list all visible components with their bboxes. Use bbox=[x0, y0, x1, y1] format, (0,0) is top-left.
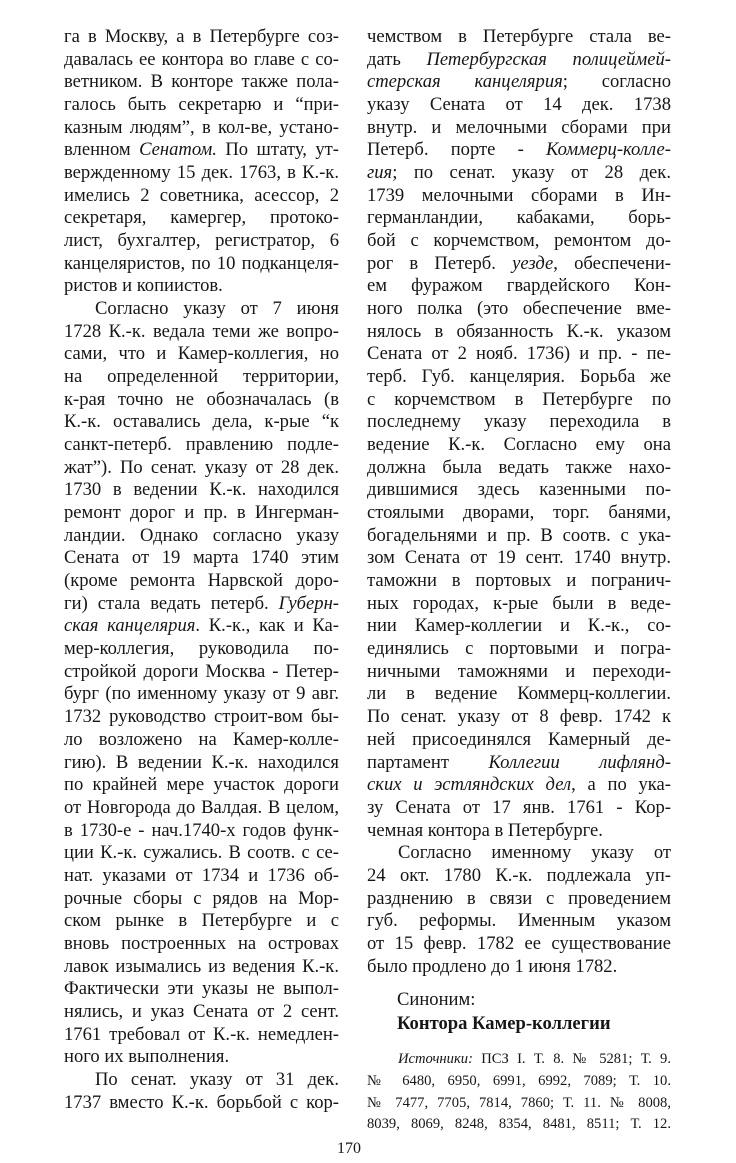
text-line bbox=[367, 820, 671, 843]
text-segment: ги) стала ведать петерб. bbox=[64, 592, 279, 614]
italic-term: Источники: bbox=[398, 1051, 473, 1067]
text-line bbox=[367, 411, 671, 434]
italic-term: Коммерц-колле- bbox=[546, 139, 671, 161]
text-line bbox=[64, 615, 339, 638]
text-line bbox=[367, 910, 671, 933]
text-line bbox=[64, 185, 339, 208]
text-segment: ПСЗ I. Т. 8. № 5281; Т. 9. bbox=[472, 1051, 671, 1067]
text-line bbox=[367, 94, 671, 117]
text-segment: богадельнями и пр. В соотв. с ука- bbox=[367, 524, 671, 546]
text-segment: по крайней мере участок дороги bbox=[64, 774, 339, 796]
text-line bbox=[64, 865, 339, 888]
text-line bbox=[64, 888, 339, 911]
text-line bbox=[367, 71, 671, 94]
text-segment: По сенат. указу от 8 февр. 1742 к bbox=[367, 706, 671, 728]
synonym-value: Контора Камер-коллегии bbox=[397, 1013, 611, 1034]
text-segment: Согласно указу от 7 июня bbox=[95, 298, 339, 320]
text-segment: 1761 требовал от К.-к. немедлен- bbox=[64, 1023, 339, 1045]
text-segment: ничными таможнями и переходи- bbox=[367, 660, 671, 682]
italic-term: стерская канцелярия bbox=[367, 71, 563, 93]
text-line bbox=[367, 933, 671, 956]
text-segment: ; согласно bbox=[562, 71, 671, 93]
text-segment: от 15 февр. 1782 ее существование bbox=[367, 932, 671, 954]
text-segment: ло возложено на Камер-колле- bbox=[64, 728, 339, 750]
text-line bbox=[367, 638, 671, 661]
text-segment: , обеспечени- bbox=[553, 252, 671, 274]
text-segment: га в Москву, а в Петербурге соз- bbox=[64, 26, 339, 47]
page-number: 170 bbox=[337, 1140, 361, 1157]
text-segment: № 6480, 6950, 6991, 6992, 7089; Т. 10. bbox=[367, 1072, 671, 1089]
text-segment: рог в Петерб. bbox=[367, 252, 513, 274]
text-segment: терб. Губ. канцелярия. Борьба же bbox=[367, 366, 671, 388]
synonym-block bbox=[397, 988, 611, 1036]
text-segment: нялись, и указ Сената от 2 сент. bbox=[64, 1000, 339, 1022]
text-segment: ристов и копиистов. bbox=[64, 275, 223, 297]
text-segment: . К.-к., как и Ка- bbox=[195, 615, 340, 637]
text-line bbox=[64, 570, 339, 593]
text-line bbox=[64, 1001, 339, 1024]
text-segment: ного их выполнения. bbox=[64, 1046, 230, 1068]
text-line bbox=[64, 797, 339, 820]
text-segment: бург (по именному указу от 9 авг. bbox=[64, 683, 339, 705]
text-segment: жат”). По сенат. указу от 28 дек. bbox=[64, 456, 339, 478]
text-segment: от Новгорода до Валдая. В целом, bbox=[64, 796, 339, 818]
text-segment: разднению в связи с проведением bbox=[367, 887, 671, 909]
text-line bbox=[367, 366, 671, 389]
text-line bbox=[64, 230, 339, 253]
text-line bbox=[64, 547, 339, 570]
text-line bbox=[367, 321, 671, 344]
text-line bbox=[64, 207, 339, 230]
text-segment: губ. реформы. Именным указом bbox=[367, 910, 671, 932]
text-segment: дать bbox=[367, 48, 427, 70]
text-segment: гию). В ведении К.-к. находился bbox=[64, 751, 339, 773]
text-line bbox=[367, 207, 671, 230]
text-line bbox=[367, 956, 671, 979]
text-segment: 1730 в ведении К.-к. находился bbox=[64, 479, 339, 501]
text-line bbox=[64, 956, 339, 979]
text-line bbox=[64, 683, 339, 706]
text-line bbox=[367, 49, 671, 72]
text-line bbox=[64, 94, 339, 117]
text-segment: сами, что и Камер-коллегия, но bbox=[64, 343, 339, 365]
text-segment: ли в ведение Коммерц-коллегии. bbox=[367, 683, 671, 705]
text-line bbox=[64, 1024, 339, 1047]
text-segment: (кроме ремонта Нарвской доро- bbox=[64, 570, 339, 592]
text-line bbox=[367, 593, 671, 616]
text-line bbox=[367, 117, 671, 140]
sources-block bbox=[367, 1049, 671, 1136]
text-segment: ском рынке в Петербурге и с bbox=[64, 910, 339, 932]
text-segment: с корчемством в Петербурге по bbox=[367, 388, 671, 410]
text-line bbox=[64, 593, 339, 616]
text-line bbox=[367, 343, 671, 366]
text-line bbox=[367, 774, 671, 797]
text-line bbox=[367, 525, 671, 548]
text-segment: германландии, кабаками, борь- bbox=[367, 207, 671, 229]
text-line bbox=[367, 457, 671, 480]
italic-term: Петербургская полицеймей- bbox=[426, 48, 671, 70]
text-line bbox=[64, 842, 339, 865]
text-segment: № 7477, 7705, 7814, 7860; Т. 11. № 8008, bbox=[367, 1094, 671, 1111]
italic-term: Коллегии лифлянд- bbox=[488, 751, 671, 773]
text-line bbox=[64, 1069, 339, 1092]
text-line bbox=[64, 26, 339, 49]
text-segment: в 1730-е - нач.1740-х годов функ- bbox=[64, 819, 339, 841]
text-segment: стоялыми дворами, торг. банями, bbox=[367, 502, 671, 524]
text-segment: стройкой дороги Москва - Петер- bbox=[64, 660, 339, 682]
text-segment: внутр. и мелочными сборами при bbox=[367, 116, 671, 138]
text-segment: лист, бухгалтер, регистратор, 6 bbox=[64, 230, 339, 252]
text-segment: галось быть секретарю и “при- bbox=[64, 94, 339, 116]
text-segment: 1728 К.-к. ведала теми же вопро- bbox=[64, 320, 339, 342]
text-segment: казным людям”, в кол-ве, устано- bbox=[64, 116, 339, 138]
text-segment: Петерб. порте - bbox=[367, 139, 547, 161]
text-segment: чемная контора в Петербурге. bbox=[367, 819, 603, 841]
text-line bbox=[367, 139, 671, 162]
text-line bbox=[64, 71, 339, 94]
italic-term: ских и эстляндских дел bbox=[367, 774, 572, 796]
text-segment: было продлено до 1 июня 1782. bbox=[367, 955, 618, 977]
text-line bbox=[64, 1092, 339, 1115]
text-segment: нялось в обязанность К.-к. указом bbox=[367, 320, 671, 342]
text-line bbox=[367, 502, 671, 525]
text-segment: вержденному 15 дек. 1763, в К.-к. bbox=[64, 162, 339, 184]
text-segment: канцеляристов, по 10 подканцеля- bbox=[64, 252, 339, 274]
text-line bbox=[367, 434, 671, 457]
text-segment: нат. указами от 1734 и 1736 об- bbox=[64, 864, 339, 886]
text-line bbox=[367, 615, 671, 638]
text-segment: мер-коллегия, руководила по- bbox=[64, 638, 339, 660]
text-line bbox=[367, 865, 671, 888]
text-segment: ного полка (это обеспечение вме- bbox=[367, 298, 671, 320]
text-line bbox=[367, 570, 671, 593]
text-line bbox=[64, 661, 339, 684]
text-line bbox=[64, 525, 339, 548]
text-line bbox=[367, 706, 671, 729]
text-segment: ней присоединялся Камерный де- bbox=[367, 728, 671, 750]
text-segment: ремонт дорог и пр. в Ингерман- bbox=[64, 502, 339, 524]
text-line bbox=[64, 321, 339, 344]
text-segment: рочные сборы с рядов на Мор- bbox=[64, 887, 339, 909]
italic-term: ская канцелярия bbox=[64, 615, 196, 637]
text-segment: 1732 руководство строит-вом бы- bbox=[64, 706, 339, 728]
text-line bbox=[64, 411, 339, 434]
text-line bbox=[64, 706, 339, 729]
text-line bbox=[64, 162, 339, 185]
text-segment: вленном bbox=[64, 139, 140, 161]
text-line bbox=[367, 479, 671, 502]
text-line bbox=[64, 978, 339, 1001]
text-segment: Согласно именному указу от bbox=[398, 842, 671, 864]
text-segment: зу Сената от 17 янв. 1761 - Кор- bbox=[367, 796, 671, 818]
text-line bbox=[367, 1093, 671, 1115]
text-line bbox=[64, 1046, 339, 1069]
text-line bbox=[367, 185, 671, 208]
text-segment: бой с корчемством, ремонтом до- bbox=[367, 230, 671, 252]
text-line bbox=[64, 457, 339, 480]
text-segment: ных городах, к-рые были в веде- bbox=[367, 592, 671, 614]
text-line bbox=[367, 275, 671, 298]
text-line bbox=[367, 253, 671, 276]
text-line bbox=[64, 117, 339, 140]
italic-term: Губерн- bbox=[278, 592, 339, 614]
text-segment: на определенной территории, bbox=[64, 366, 339, 388]
text-segment: ; по сенат. указу от 28 дек. bbox=[392, 162, 671, 184]
text-line bbox=[367, 797, 671, 820]
text-segment: последнему указу переходила в bbox=[367, 411, 671, 433]
text-line bbox=[367, 162, 671, 185]
text-segment: дившимися здесь казенными по- bbox=[367, 479, 671, 501]
text-segment: вновь построенных на островах bbox=[64, 932, 339, 954]
italic-term: гия bbox=[367, 162, 393, 184]
text-line bbox=[64, 343, 339, 366]
text-line bbox=[367, 26, 671, 49]
text-line bbox=[367, 661, 671, 684]
text-segment: 8039, 8069, 8248, 8354, 8481, 8511; Т. 12. bbox=[367, 1116, 671, 1133]
text-segment: санкт-петерб. правлению подле- bbox=[64, 434, 339, 456]
left-column bbox=[64, 26, 339, 1114]
text-line bbox=[367, 888, 671, 911]
text-segment: чемством в Петербурге стала ве- bbox=[367, 26, 671, 47]
text-segment: нии Камер-коллегии и К.-к., со- bbox=[367, 615, 671, 637]
text-segment: Фактически эти указы не выпол- bbox=[64, 978, 339, 1000]
text-line bbox=[367, 1114, 671, 1136]
text-segment: ландии. Однако согласно указу bbox=[64, 524, 339, 546]
text-segment: ветником. В конторе также пола- bbox=[64, 71, 339, 93]
text-segment: 1739 мелочными сборами в Ин- bbox=[367, 184, 671, 206]
text-segment: К.-к. оставались дела, к-рые “к bbox=[64, 411, 339, 433]
text-segment: ем фуражом гвардейского Кон- bbox=[367, 275, 671, 297]
text-line bbox=[367, 230, 671, 253]
text-line bbox=[64, 502, 339, 525]
text-line bbox=[367, 752, 671, 775]
text-line bbox=[64, 253, 339, 276]
italic-term: уезде bbox=[512, 252, 554, 274]
text-line bbox=[64, 752, 339, 775]
text-line bbox=[367, 298, 671, 321]
text-line bbox=[367, 729, 671, 752]
right-column bbox=[367, 26, 671, 978]
text-segment: По штату, ут- bbox=[216, 139, 339, 161]
text-line bbox=[367, 547, 671, 570]
italic-term: Сенатом. bbox=[139, 139, 217, 161]
text-segment: указу Сената от 14 дек. 1738 bbox=[367, 94, 671, 116]
text-segment: , а по ука- bbox=[571, 774, 671, 796]
text-line bbox=[64, 389, 339, 412]
text-line bbox=[64, 434, 339, 457]
text-segment: ции К.-к. сужались. В соотв. с се- bbox=[64, 842, 339, 864]
text-segment: таможни в портовых и погранич- bbox=[367, 570, 671, 592]
text-segment: Сената от 2 нояб. 1736) и пр. - пе- bbox=[367, 343, 671, 365]
text-segment: лавок изымались из ведения К.-к. bbox=[64, 955, 339, 977]
text-segment: давалась ее контора во главе с со- bbox=[64, 48, 339, 70]
text-segment: ведение К.-к. Согласно ему она bbox=[367, 434, 671, 456]
text-segment: единялись с портовыми и погра- bbox=[367, 638, 671, 660]
text-segment: 24 окт. 1780 К.-к. подлежала уп- bbox=[367, 864, 671, 886]
text-segment: секретаря, камергер, протоко- bbox=[64, 207, 339, 229]
text-line bbox=[64, 729, 339, 752]
text-line bbox=[64, 820, 339, 843]
text-line bbox=[367, 842, 671, 865]
text-line bbox=[64, 366, 339, 389]
text-line bbox=[64, 49, 339, 72]
text-line bbox=[64, 298, 339, 321]
text-line bbox=[367, 1049, 671, 1071]
text-line bbox=[367, 1071, 671, 1093]
text-line bbox=[367, 389, 671, 412]
text-segment: партамент bbox=[367, 751, 489, 773]
text-line bbox=[367, 683, 671, 706]
text-segment: к-рая точно не обозначалась (в bbox=[64, 388, 339, 410]
text-line bbox=[64, 275, 339, 298]
text-segment: Сената от 19 марта 1740 этим bbox=[64, 547, 339, 569]
text-segment: должна была ведать также нахо- bbox=[367, 456, 671, 478]
text-segment: По сенат. указу от 31 дек. bbox=[95, 1068, 339, 1090]
text-line bbox=[64, 638, 339, 661]
text-line bbox=[64, 479, 339, 502]
text-segment: имелись 2 советника, асессор, 2 bbox=[64, 184, 339, 206]
text-line bbox=[64, 139, 339, 162]
text-line bbox=[64, 933, 339, 956]
text-segment: 1737 вместо К.-к. борьбой с кор- bbox=[64, 1091, 339, 1113]
text-line bbox=[64, 910, 339, 933]
synonym-label: Синоним: bbox=[397, 989, 476, 1010]
text-line bbox=[64, 774, 339, 797]
text-segment: зом Сената от 19 сент. 1740 внутр. bbox=[367, 547, 671, 569]
